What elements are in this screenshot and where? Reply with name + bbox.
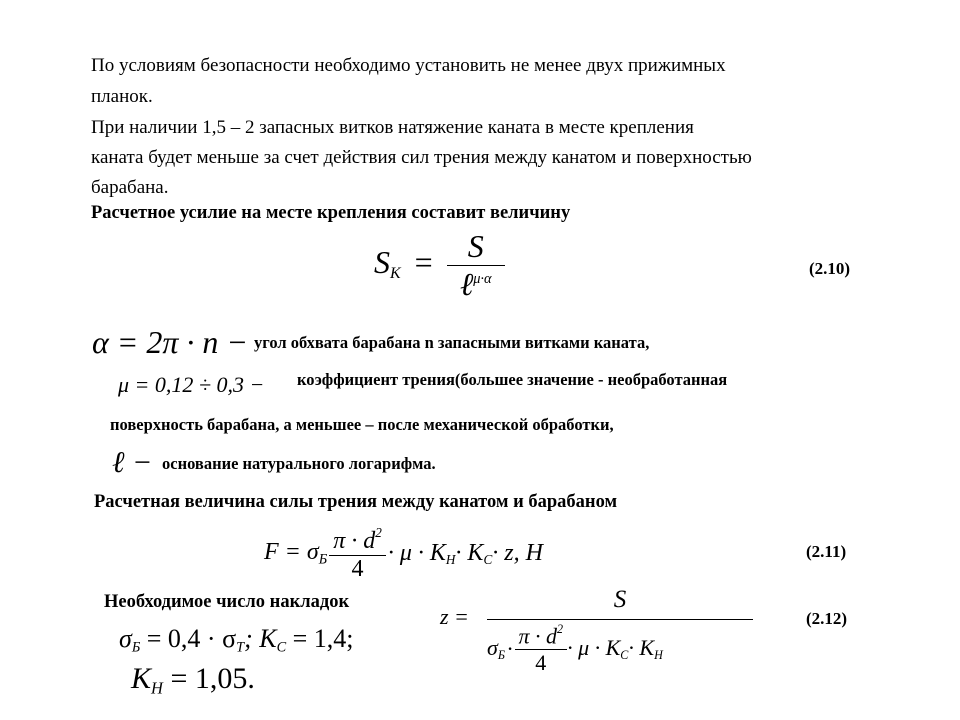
eq210-lhs: $S_K$	[374, 243, 401, 282]
params-line-2: $K_H = 1,05$.	[131, 662, 255, 698]
intro-line-3: При наличии 1,5 – 2 запасных витков натяжение каната в месте крепления	[91, 117, 694, 138]
eq210-fraction: $\frac{S}{\ell^{\mu\cdot\alpha}}$	[447, 228, 505, 303]
equation-2-11-tag: (2.11)	[806, 542, 847, 561]
alpha-description: угол обхвата барабана n запасными витками каната,	[254, 333, 650, 352]
heading-calc-force: Расчетное усилие на месте крепления составит величину	[91, 203, 571, 223]
intro-line-2: планок.	[91, 86, 153, 107]
equation-2-11: $F = \sigma_Б$ $\frac{\pi \cdot d^2}{4}$ · $\mu \cdot K_H\cdot K_C\cdot z$, H	[264, 525, 543, 583]
alpha-formula: α = 2π · n −	[92, 324, 249, 360]
mu-formula: μ = 0,12 ÷ 0,3 −	[118, 372, 265, 397]
eq212-denominator: $\sigma_Б$ · $\frac{\pi \cdot d^2}{4}$ · $\mu \cdot K_C\cdot K_H$	[487, 622, 663, 676]
eq212-fraction-bar	[487, 619, 753, 620]
params-line-1: $\sigma_Б = 0,4 \cdot \sigma_T$; $K_C = 1,4$;	[119, 624, 354, 656]
intro-line-5: барабана.	[91, 177, 169, 198]
intro-line-1: По условиям безопасности необходимо установить не менее двух прижимных	[91, 55, 726, 76]
eq212-lhs: z =	[440, 604, 469, 629]
heading-friction-force: Расчетная величина силы трения между канатом и барабаном	[94, 492, 618, 512]
eq211-fraction: $\frac{\pi \cdot d^2}{4}$	[329, 525, 386, 583]
equation-2-12-tag: (2.12)	[806, 609, 848, 628]
intro-line-4: каната будет меньше за счет действия сил трения между канатом и поверхностью	[91, 147, 752, 168]
equation-2-10-tag: (2.10)	[809, 259, 851, 278]
eq212-numerator: S	[613, 586, 627, 613]
equation-2-10: $S_K$ = $\frac{S}{\ell^{\mu\cdot\alpha}}$	[374, 228, 505, 303]
heading-number-of-clamps: Необходимое число накладок	[104, 592, 350, 612]
mu-description: коэффициент трения(большее значение - необработанная	[297, 370, 728, 389]
ell-formula: ℓ −	[112, 446, 153, 479]
ell-description: основание натурального логарифма.	[162, 454, 436, 473]
mu-description-cont: поверхность барабана, а меньшее – после механической обработки,	[110, 415, 614, 434]
equation-2-12	[487, 585, 753, 676]
eq212-inner-fraction: $\frac{\pi \cdot d^2}{4}$	[515, 622, 568, 676]
